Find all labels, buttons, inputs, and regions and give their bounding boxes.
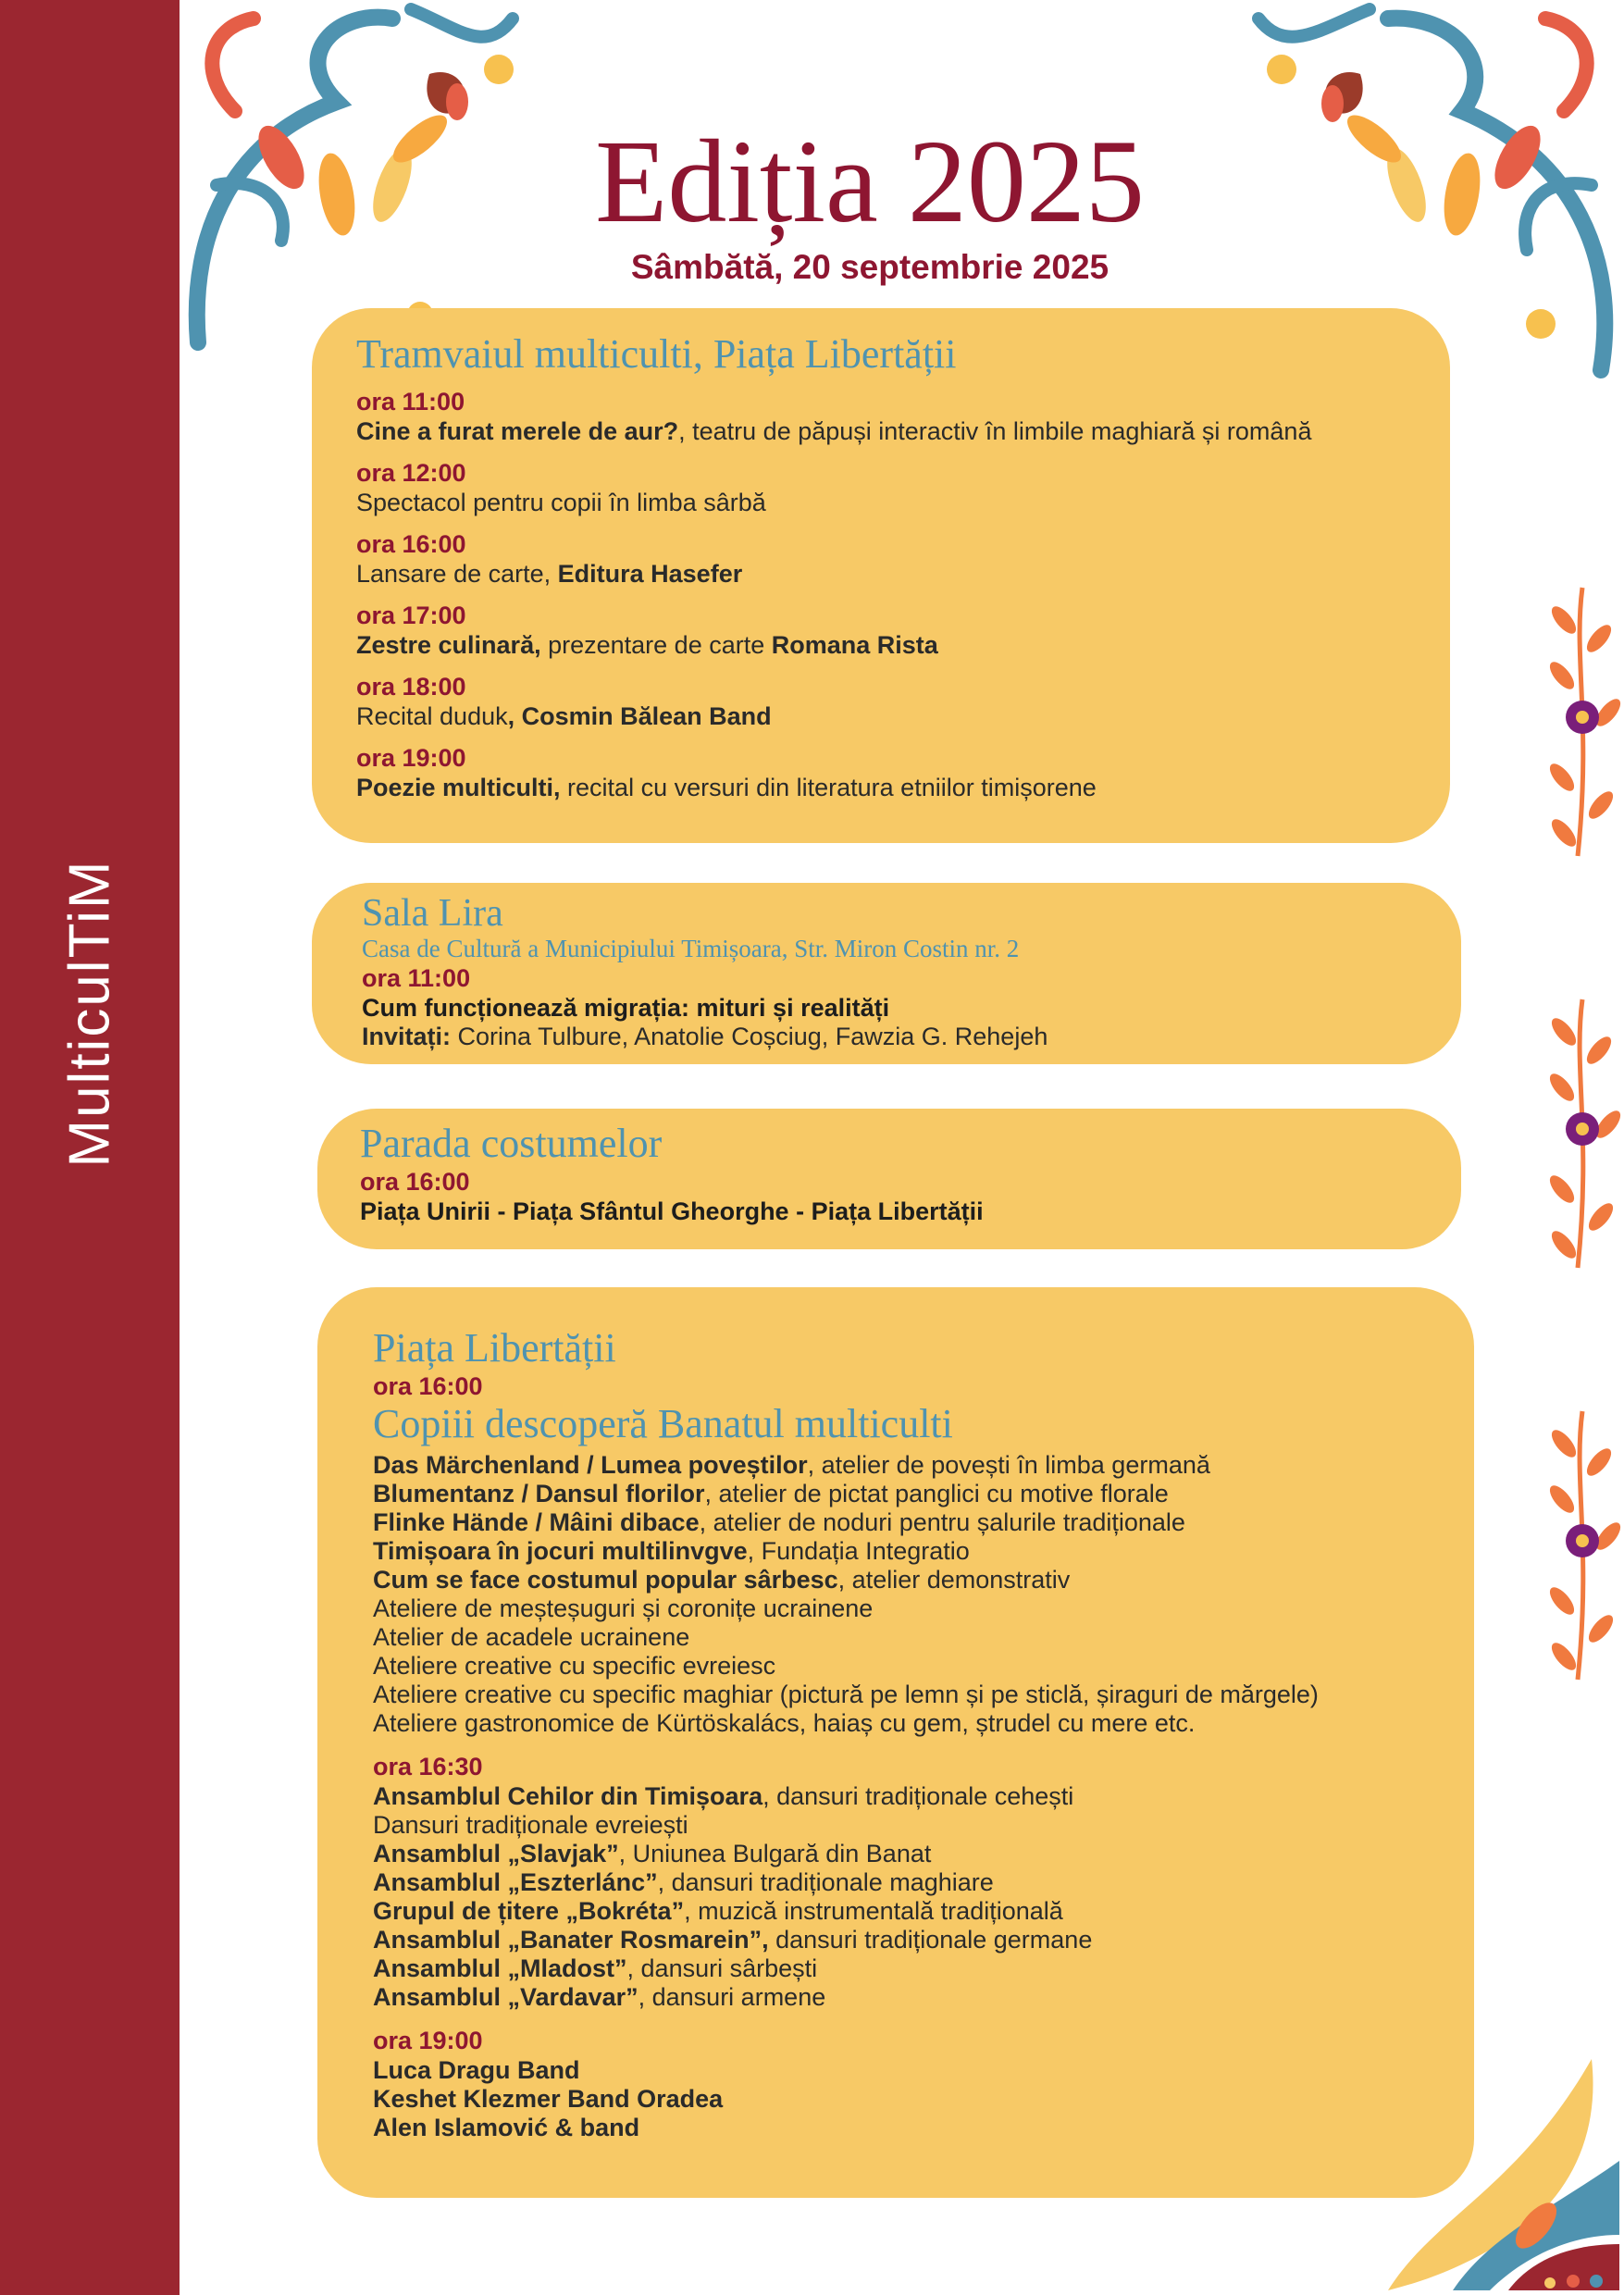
text-run: dansuri tradiționale germane: [768, 1925, 1093, 1954]
piata-time-1900: ora 19:00: [373, 2026, 483, 2054]
vine-ornament-icon: [1536, 1407, 1624, 1684]
workshop-item: [373, 1480, 1419, 1508]
card-tramvai: [312, 308, 1450, 843]
text-run: Cine a furat merele de aur?: [356, 417, 679, 446]
piata-time-1600: ora 16:00: [373, 1372, 483, 1401]
event-description: [356, 560, 1406, 589]
lira-guests-label: Invitați:: [362, 1023, 452, 1051]
card-lira: [312, 883, 1461, 1064]
dance-item: [373, 1840, 1419, 1868]
dance-item: [373, 1811, 1419, 1840]
event-description: [356, 417, 1406, 446]
dance-item: [373, 1954, 1419, 1983]
workshop-item: [373, 1652, 1419, 1681]
event-time: ora 18:00: [356, 673, 466, 701]
vine-ornament-icon: [1536, 995, 1624, 1272]
dance-item: [373, 1926, 1419, 1954]
workshop-item: [373, 1709, 1419, 1738]
text-run: Dansuri tradiționale evreiești: [373, 1810, 688, 1839]
text-run: , Cosmin Bălean Band: [507, 702, 772, 731]
vine-ornament-icon: [1536, 583, 1624, 861]
text-run: , dansuri tradiționale cehești: [762, 1781, 1074, 1810]
bands-list: [373, 2056, 1419, 2142]
text-run: Ansamblul „Banater Rosmarein”,: [373, 1925, 769, 1954]
text-run: Ansamblul „Eszterlánc”: [373, 1867, 658, 1896]
dance-item: [373, 1983, 1419, 2012]
text-run: Ateliere creative cu specific maghiar (pictură pe lemn și pe sticlă, șiraguri de mărgele): [373, 1680, 1319, 1708]
band-item: Luca Dragu Band: [373, 2055, 580, 2084]
page-date: Sâmbătă, 20 septembrie 2025: [630, 248, 1110, 286]
text-run: , atelier de povești în limba germană: [807, 1450, 1210, 1479]
text-run: Atelier de acadele ucrainene: [373, 1622, 690, 1651]
text-run: Flinke Hände / Mâini dibace: [373, 1507, 700, 1536]
text-run: prezentare de carte: [540, 631, 772, 660]
workshops-list: [373, 1451, 1419, 1738]
text-run: Ansamblul „Vardavar”: [373, 1982, 638, 2011]
band-item: Alen Islamović & band: [373, 2113, 640, 2141]
text-run: Cum se face costumul popular sârbesc: [373, 1565, 838, 1594]
card-lira-address: Casa de Cultură a Municipiului Timișoara, Str. Miron Costin nr. 2: [362, 935, 1020, 963]
piata-program-title: Copiii descoperă Banatul multiculti: [373, 1401, 953, 1447]
text-run: , Uniunea Bulgară din Banat: [618, 1839, 932, 1867]
text-run: Ateliere gastronomice de Kürtöskalács, haiaș cu gem, ștrudel cu mere etc.: [373, 1708, 1196, 1737]
event-time: ora 16:00: [356, 530, 466, 559]
text-run: recital cu versuri din literatura etniilor timișorene: [560, 774, 1097, 802]
piata-time-1630: ora 16:30: [373, 1752, 483, 1780]
lira-guests-names: Corina Tulbure, Anatolie Coșciug, Fawzia G. Rehejeh: [451, 1023, 1048, 1051]
text-run: Recital duduk: [356, 702, 508, 731]
text-run: , dansuri tradiționale maghiare: [657, 1867, 994, 1896]
event-description: [356, 774, 1406, 802]
event-time: ora 11:00: [356, 388, 465, 416]
text-run: , atelier demonstrativ: [837, 1565, 1071, 1594]
event-description: [356, 702, 1406, 731]
event-item: [356, 742, 1406, 802]
text-run: , teatru de păpuși interactiv în limbile maghiară și română: [678, 417, 1312, 446]
workshop-item: [373, 1594, 1419, 1623]
dance-item: [373, 1897, 1419, 1926]
dance-item: [373, 1782, 1419, 1811]
text-run: , atelier de noduri pentru șalurile tradiționale: [699, 1507, 1185, 1536]
lira-time: ora 11:00: [362, 964, 471, 993]
workshop-item: [373, 1566, 1419, 1594]
text-run: , dansuri armene: [638, 1982, 826, 2011]
text-run: , atelier de pictat panglici cu motive florale: [704, 1479, 1169, 1507]
text-run: , Fundația Integratio: [747, 1536, 970, 1565]
text-run: Ansamblul „Mladost”: [373, 1954, 627, 1982]
event-time: ora 19:00: [356, 744, 466, 773]
card-piata: [317, 1287, 1474, 2198]
band-item: Keshet Klezmer Band Oradea: [373, 2084, 724, 2113]
dance-item: [373, 1868, 1419, 1897]
text-run: , muzică instrumentală tradițională: [684, 1896, 1063, 1925]
text-run: Ateliere de meșteșuguri și coronițe ucrainene: [373, 1594, 874, 1622]
event-item: [356, 457, 1406, 517]
text-run: Das Märchenland / Lumea poveștilor: [373, 1450, 808, 1479]
event-time: ora 12:00: [356, 459, 466, 488]
parada-route: Piața Unirii - Piața Sfântul Gheorghe - Piața Libertății: [360, 1197, 984, 1226]
parada-time: ora 16:00: [360, 1168, 470, 1197]
text-run: Poezie multiculti,: [356, 774, 561, 802]
event-item: [356, 671, 1406, 731]
page-title: Ediția 2025: [595, 116, 1145, 247]
text-run: , dansuri sârbești: [626, 1954, 818, 1982]
text-run: Ansamblul Cehilor din Timișoara: [373, 1781, 763, 1810]
card-parada: [317, 1109, 1461, 1249]
workshop-item: [373, 1451, 1419, 1480]
workshop-item: [373, 1681, 1419, 1709]
card-lira-title: Sala Lira: [362, 892, 503, 935]
dances-list: [373, 1782, 1419, 2012]
text-run: Blumentanz / Dansul florilor: [373, 1479, 705, 1507]
event-time: ora 17:00: [356, 602, 466, 630]
text-run: Romana Rista: [771, 631, 938, 660]
lira-event: Cum funcționează migrația: mituri și realități: [362, 994, 890, 1023]
event-item: [356, 386, 1406, 446]
event-item: [356, 528, 1406, 589]
text-run: Ansamblul „Slavjak”: [373, 1839, 619, 1867]
event-description: [356, 631, 1406, 660]
card-parada-title: Parada costumelor: [360, 1121, 663, 1166]
card-piata-title: Piața Libertății: [373, 1325, 616, 1371]
lira-guests: [362, 1023, 1411, 1051]
workshop-item: [373, 1623, 1419, 1652]
workshop-item: [373, 1537, 1419, 1566]
text-run: Grupul de țitere „Bokréta”: [373, 1896, 685, 1925]
brand-vertical-text: MulticulTiM: [57, 859, 122, 1168]
event-item: [356, 600, 1406, 660]
tramvai-events-list: [356, 386, 1406, 802]
text-run: Lansare de carte,: [356, 560, 558, 589]
workshop-item: [373, 1508, 1419, 1537]
text-run: Zestre culinară,: [356, 631, 541, 660]
event-description: [356, 489, 1406, 517]
text-run: Ateliere creative cu specific evreiesc: [373, 1651, 776, 1680]
text-run: Timișoara în jocuri multilinvgve: [373, 1536, 748, 1565]
card-tramvai-title: Tramvaiul multiculti, Piața Libertății: [356, 331, 957, 377]
text-run: Spectacol pentru copii în limba sârbă: [356, 489, 766, 517]
text-run: Editura Hasefer: [557, 560, 743, 589]
